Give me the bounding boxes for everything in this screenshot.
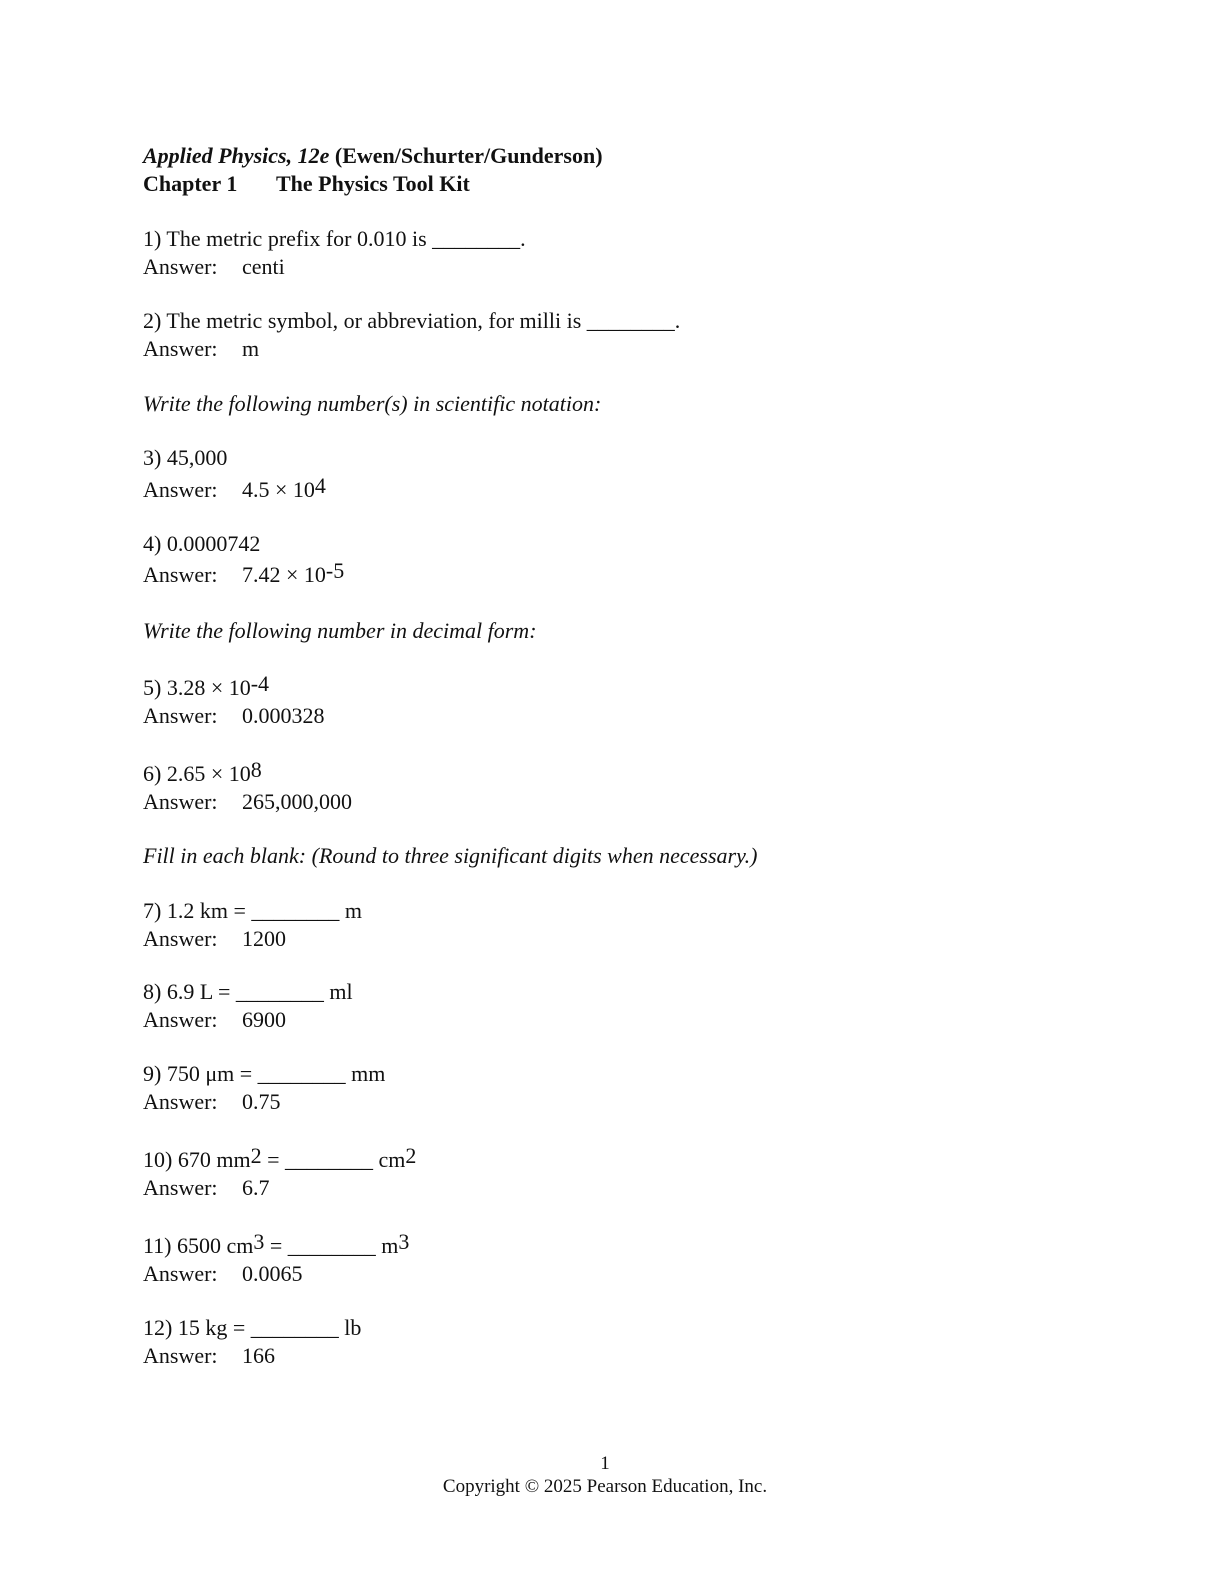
question-4: [143, 530, 344, 589]
chapter-number: Chapter 1: [143, 171, 238, 196]
answer-value: 0.000328: [242, 703, 325, 728]
answer-value: 6900: [242, 1007, 286, 1032]
answer-value: 0.75: [242, 1089, 281, 1114]
instruction-decimal-form: Write the following number in decimal form:: [143, 618, 537, 643]
page-number: 1: [600, 1453, 610, 1474]
document-header: [143, 142, 1103, 198]
answer-line: [143, 1260, 409, 1288]
answer-line: [143, 1174, 416, 1202]
answer-line: [143, 253, 526, 281]
book-title-line: [143, 142, 1103, 170]
answer-label: Answer:: [143, 926, 218, 951]
answer-label: Answer:: [143, 1261, 218, 1286]
question-text: [143, 1229, 410, 1260]
question-11: [143, 1229, 410, 1288]
answer-label: Answer:: [143, 477, 218, 502]
answer-label: Answer:: [143, 1089, 218, 1114]
instruction-fill-blank: Fill in each blank: (Round to three significant digits when necessary.): [143, 843, 758, 868]
question-base: 5) 3.28 × 10: [143, 675, 251, 700]
question-text: 7) 1.2 km = ________ m: [143, 898, 362, 923]
question-9: [143, 1060, 385, 1116]
answer-line: [143, 558, 345, 589]
answer-value: m: [242, 336, 260, 361]
answer-value: 7.42 × 10: [242, 562, 326, 587]
answer-exponent: -5: [325, 558, 345, 583]
answer-line: [143, 925, 362, 953]
answer-line: [143, 335, 680, 363]
question-10: [143, 1143, 417, 1202]
question-part: = ________ cm: [261, 1147, 406, 1172]
instruction-scientific-notation: Write the following number(s) in scientific notation:: [143, 391, 602, 416]
answer-value: 1200: [242, 926, 286, 951]
question-7: [143, 897, 362, 953]
chapter-heading: [143, 170, 1103, 198]
question-5: [143, 671, 325, 730]
question-12: [143, 1314, 361, 1370]
question-exponent: 8: [250, 757, 262, 782]
question-exponent: 3: [253, 1229, 265, 1254]
question-1: [143, 225, 526, 281]
answer-line: [143, 788, 352, 816]
question-exponent: 2: [250, 1143, 262, 1168]
answer-exponent: 4: [314, 473, 326, 498]
question-text: 9) 750 μm = ________ mm: [143, 1061, 386, 1086]
answer-line: [143, 473, 326, 504]
answer-label: Answer:: [143, 254, 218, 279]
answer-value: centi: [242, 254, 285, 279]
answer-label: Answer:: [143, 703, 218, 728]
question-text: 1) The metric prefix for 0.010 is ________.: [143, 226, 526, 251]
question-text: 12) 15 kg = ________ lb: [143, 1315, 362, 1340]
question-base: 6) 2.65 × 10: [143, 761, 251, 786]
question-part: 11) 6500 cm: [143, 1233, 254, 1258]
question-exponent: 2: [405, 1143, 417, 1168]
question-text: 2) The metric symbol, or abbreviation, for milli is ________.: [143, 308, 681, 333]
answer-label: Answer:: [143, 336, 218, 361]
answer-label: Answer:: [143, 1175, 218, 1200]
answer-line: [143, 1006, 353, 1034]
answer-value: 0.0065: [242, 1261, 303, 1286]
question-6: [143, 757, 352, 816]
question-text: [143, 671, 325, 702]
copyright-notice: Copyright © 2025 Pearson Education, Inc.: [442, 1476, 768, 1497]
question-exponent: 3: [398, 1229, 410, 1254]
question-text: 4) 0.0000742: [143, 531, 261, 556]
question-text: 3) 45,000: [143, 445, 228, 470]
answer-label: Answer:: [143, 1007, 218, 1032]
answer-label: Answer:: [143, 789, 218, 814]
book-authors: (Ewen/Schurter/Gunderson): [329, 143, 603, 168]
answer-value: 6.7: [242, 1175, 270, 1200]
question-text: [143, 1143, 417, 1174]
answer-line: [143, 1088, 385, 1116]
question-text: 8) 6.9 L = ________ ml: [143, 979, 353, 1004]
question-3: [143, 444, 326, 504]
question-part: 10) 670 mm: [143, 1147, 251, 1172]
chapter-title: The Physics Tool Kit: [276, 171, 470, 196]
question-2: [143, 307, 680, 363]
question-text: [143, 757, 352, 788]
answer-value: 265,000,000: [242, 789, 352, 814]
answer-label: Answer:: [143, 1343, 218, 1368]
question-exponent: -4: [250, 671, 270, 696]
question-8: [143, 978, 353, 1034]
answer-value: 4.5 × 10: [242, 477, 315, 502]
answer-label: Answer:: [143, 562, 218, 587]
page-footer: [0, 1452, 1210, 1498]
answer-line: [143, 702, 325, 730]
answer-line: [143, 1342, 361, 1370]
book-title: Applied Physics, 12e: [143, 143, 330, 168]
question-part: = ________ m: [264, 1233, 399, 1258]
answer-value: 166: [242, 1343, 275, 1368]
